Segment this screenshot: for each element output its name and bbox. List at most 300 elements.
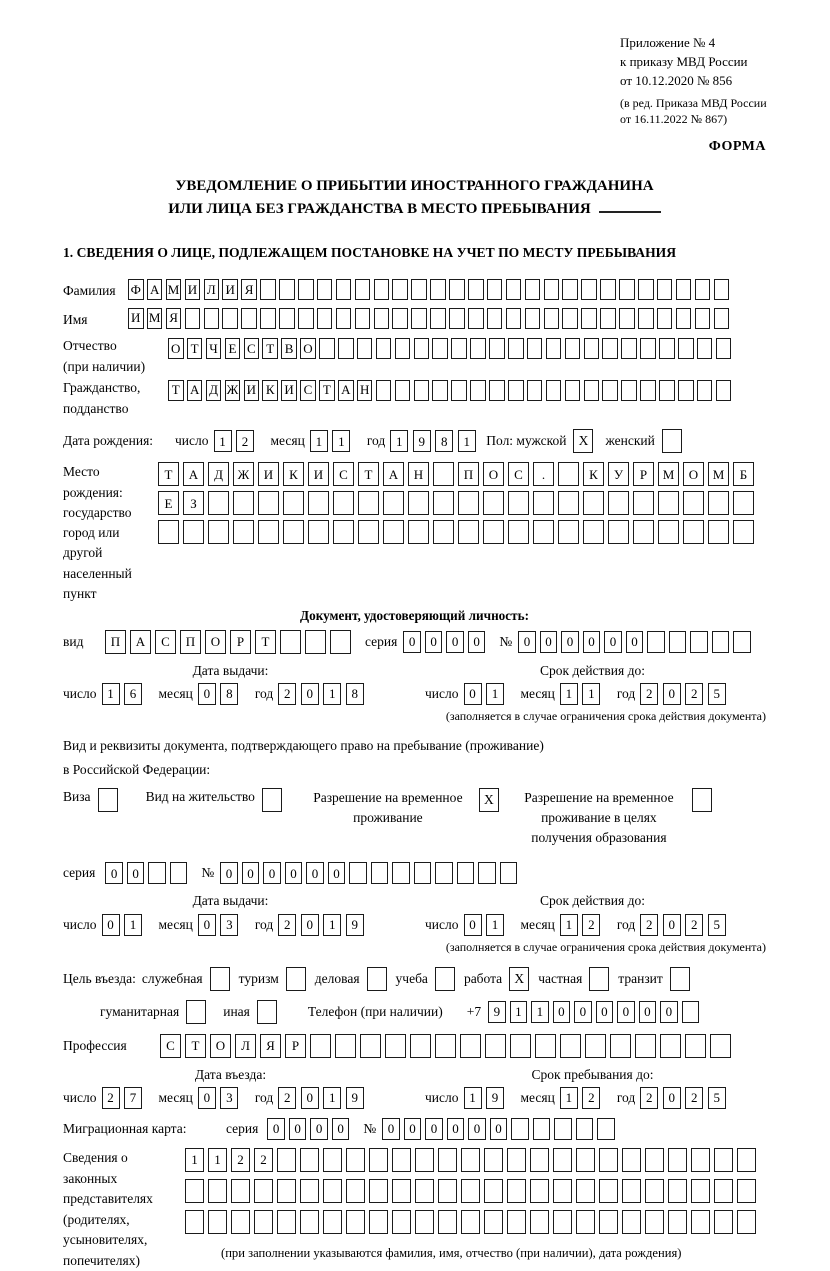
purpose-private-checkbox[interactable] [589, 967, 609, 991]
form-cell[interactable] [511, 1118, 529, 1140]
form-cell[interactable] [525, 308, 541, 329]
form-cell[interactable] [584, 338, 600, 359]
form-cell[interactable] [185, 1179, 204, 1203]
form-cell[interactable] [277, 1148, 296, 1172]
form-cell[interactable] [599, 1148, 618, 1172]
form-cell[interactable] [185, 1210, 204, 1234]
form-cell[interactable]: С [160, 1034, 181, 1058]
form-cell[interactable] [500, 862, 518, 884]
form-cell[interactable] [645, 1179, 664, 1203]
form-cell[interactable] [298, 279, 314, 300]
form-cell[interactable] [554, 1118, 572, 1140]
form-cell[interactable]: 9 [413, 430, 431, 452]
form-cell[interactable]: 0 [127, 862, 145, 884]
form-cell[interactable] [336, 308, 352, 329]
form-cell[interactable]: 1 [582, 683, 600, 705]
form-cell[interactable] [395, 338, 411, 359]
form-cell[interactable]: 7 [124, 1087, 142, 1109]
form-cell[interactable] [461, 1210, 480, 1234]
form-cell[interactable] [657, 279, 673, 300]
form-cell[interactable] [258, 520, 279, 544]
form-cell[interactable]: 0 [102, 914, 120, 936]
form-cell[interactable]: Л [204, 279, 220, 300]
purpose-humanitarian-checkbox[interactable] [186, 1000, 206, 1024]
form-cell[interactable] [308, 491, 329, 515]
form-cell[interactable]: 0 [328, 862, 346, 884]
form-cell[interactable] [300, 1148, 319, 1172]
form-cell[interactable] [433, 462, 454, 486]
form-cell[interactable]: И [185, 279, 201, 300]
form-cell[interactable] [478, 862, 496, 884]
form-cell[interactable] [414, 380, 430, 401]
form-cell[interactable] [602, 338, 618, 359]
form-cell[interactable]: 0 [540, 631, 558, 653]
form-cell[interactable] [553, 1179, 572, 1203]
form-cell[interactable]: Н [408, 462, 429, 486]
form-cell[interactable] [323, 1148, 342, 1172]
form-cell[interactable] [432, 380, 448, 401]
form-cell[interactable] [610, 1034, 631, 1058]
form-cell[interactable] [449, 308, 465, 329]
form-cell[interactable] [716, 380, 732, 401]
form-cell[interactable] [283, 520, 304, 544]
form-cell[interactable]: Е [225, 338, 241, 359]
form-cell[interactable]: 0 [464, 683, 482, 705]
form-cell[interactable] [544, 308, 560, 329]
form-cell[interactable] [148, 862, 166, 884]
form-cell[interactable] [310, 1034, 331, 1058]
form-cell[interactable] [333, 520, 354, 544]
form-cell[interactable] [546, 380, 562, 401]
form-cell[interactable] [668, 1210, 687, 1234]
form-cell[interactable]: М [708, 462, 729, 486]
form-cell[interactable]: И [281, 380, 297, 401]
form-cell[interactable] [279, 308, 295, 329]
form-cell[interactable] [553, 1210, 572, 1234]
form-cell[interactable] [408, 491, 429, 515]
form-cell[interactable] [530, 1148, 549, 1172]
form-cell[interactable] [645, 1148, 664, 1172]
form-cell[interactable] [317, 279, 333, 300]
form-cell[interactable] [470, 338, 486, 359]
form-cell[interactable] [608, 491, 629, 515]
form-cell[interactable] [376, 338, 392, 359]
form-cell[interactable] [576, 1118, 594, 1140]
form-cell[interactable]: 1 [390, 430, 408, 452]
form-cell[interactable] [691, 1148, 710, 1172]
form-cell[interactable]: И [244, 380, 260, 401]
form-cell[interactable] [349, 862, 367, 884]
purpose-business-checkbox[interactable] [367, 967, 387, 991]
form-cell[interactable] [527, 380, 543, 401]
form-cell[interactable] [558, 462, 579, 486]
form-cell[interactable]: 1 [208, 1148, 227, 1172]
form-cell[interactable] [233, 520, 254, 544]
form-cell[interactable] [565, 338, 581, 359]
form-cell[interactable] [357, 338, 373, 359]
form-cell[interactable] [374, 308, 390, 329]
form-cell[interactable]: А [187, 380, 203, 401]
form-cell[interactable] [430, 279, 446, 300]
form-cell[interactable] [683, 520, 704, 544]
form-cell[interactable] [415, 1148, 434, 1172]
form-cell[interactable] [241, 308, 257, 329]
form-cell[interactable]: 9 [346, 1087, 364, 1109]
form-cell[interactable] [415, 1179, 434, 1203]
form-cell[interactable] [676, 308, 692, 329]
form-cell[interactable]: К [262, 380, 278, 401]
form-cell[interactable]: 0 [105, 862, 123, 884]
form-cell[interactable] [415, 1210, 434, 1234]
form-cell[interactable]: А [147, 279, 163, 300]
form-cell[interactable] [527, 338, 543, 359]
form-cell[interactable] [346, 1179, 365, 1203]
form-cell[interactable]: А [183, 462, 204, 486]
form-cell[interactable] [208, 520, 229, 544]
form-cell[interactable]: 0 [198, 683, 216, 705]
form-cell[interactable] [533, 491, 554, 515]
sex-male-checkbox[interactable]: X [573, 429, 593, 453]
form-cell[interactable]: О [483, 462, 504, 486]
form-cell[interactable]: М [147, 308, 163, 329]
form-cell[interactable] [668, 1148, 687, 1172]
form-cell[interactable] [260, 279, 276, 300]
form-cell[interactable]: С [300, 380, 316, 401]
form-cell[interactable] [525, 279, 541, 300]
form-cell[interactable]: 1 [486, 683, 504, 705]
form-cell[interactable]: В [281, 338, 297, 359]
form-cell[interactable] [645, 1210, 664, 1234]
form-cell[interactable] [683, 491, 704, 515]
form-cell[interactable]: 2 [254, 1148, 273, 1172]
form-cell[interactable] [170, 862, 188, 884]
form-cell[interactable] [565, 380, 581, 401]
form-cell[interactable] [461, 1179, 480, 1203]
form-cell[interactable] [438, 1179, 457, 1203]
form-cell[interactable] [621, 380, 637, 401]
form-cell[interactable] [546, 338, 562, 359]
form-cell[interactable]: 0 [403, 631, 421, 653]
form-cell[interactable] [633, 491, 654, 515]
form-cell[interactable] [414, 862, 432, 884]
form-cell[interactable]: С [508, 462, 529, 486]
form-cell[interactable]: И [308, 462, 329, 486]
form-cell[interactable] [600, 279, 616, 300]
form-cell[interactable] [576, 1148, 595, 1172]
form-cell[interactable] [508, 380, 524, 401]
form-cell[interactable]: О [210, 1034, 231, 1058]
form-cell[interactable]: П [180, 630, 201, 654]
form-cell[interactable]: Я [241, 279, 257, 300]
sex-female-checkbox[interactable] [662, 429, 682, 453]
form-cell[interactable] [489, 338, 505, 359]
form-cell[interactable] [600, 308, 616, 329]
form-cell[interactable] [484, 1148, 503, 1172]
form-cell[interactable]: Ч [206, 338, 222, 359]
form-cell[interactable] [208, 1179, 227, 1203]
form-cell[interactable] [737, 1179, 756, 1203]
form-cell[interactable]: 0 [306, 862, 324, 884]
form-cell[interactable] [647, 631, 665, 653]
form-cell[interactable] [506, 279, 522, 300]
form-cell[interactable]: 0 [446, 631, 464, 653]
form-cell[interactable] [608, 520, 629, 544]
form-cell[interactable] [183, 520, 204, 544]
form-cell[interactable]: 0 [425, 1118, 443, 1140]
form-cell[interactable] [659, 380, 675, 401]
form-cell[interactable] [622, 1179, 641, 1203]
form-cell[interactable]: 2 [640, 1087, 658, 1109]
form-cell[interactable]: Т [319, 380, 335, 401]
form-cell[interactable]: О [683, 462, 704, 486]
form-cell[interactable] [468, 308, 484, 329]
form-cell[interactable] [638, 279, 654, 300]
purpose-work-checkbox[interactable]: X [509, 967, 529, 991]
form-cell[interactable]: М [166, 279, 182, 300]
form-cell[interactable] [358, 520, 379, 544]
form-cell[interactable]: 1 [560, 1087, 578, 1109]
form-cell[interactable] [544, 279, 560, 300]
form-cell[interactable] [458, 520, 479, 544]
form-cell[interactable] [685, 1034, 706, 1058]
form-cell[interactable]: С [244, 338, 260, 359]
form-cell[interactable] [733, 520, 754, 544]
form-cell[interactable]: Я [260, 1034, 281, 1058]
form-cell[interactable] [374, 279, 390, 300]
form-cell[interactable]: Я [166, 308, 182, 329]
form-cell[interactable]: 2 [231, 1148, 250, 1172]
form-cell[interactable] [635, 1034, 656, 1058]
form-cell[interactable] [658, 491, 679, 515]
form-cell[interactable] [507, 1148, 526, 1172]
purpose-study-checkbox[interactable] [435, 967, 455, 991]
form-cell[interactable] [508, 491, 529, 515]
form-cell[interactable]: 3 [220, 1087, 238, 1109]
form-cell[interactable] [283, 491, 304, 515]
form-cell[interactable] [585, 1034, 606, 1058]
form-cell[interactable] [457, 862, 475, 884]
form-cell[interactable]: 2 [640, 683, 658, 705]
form-cell[interactable] [691, 1210, 710, 1234]
form-cell[interactable] [485, 1034, 506, 1058]
form-cell[interactable] [622, 1210, 641, 1234]
form-cell[interactable]: 2 [582, 914, 600, 936]
form-cell[interactable] [319, 338, 335, 359]
form-cell[interactable] [260, 308, 276, 329]
form-cell[interactable]: 1 [124, 914, 142, 936]
form-cell[interactable]: 2 [236, 430, 254, 452]
form-cell[interactable]: Ж [233, 462, 254, 486]
form-cell[interactable] [597, 1118, 615, 1140]
form-cell[interactable] [430, 308, 446, 329]
form-cell[interactable]: 0 [617, 1001, 635, 1023]
form-cell[interactable]: 0 [490, 1118, 508, 1140]
form-cell[interactable]: 0 [382, 1118, 400, 1140]
form-cell[interactable]: Е [158, 491, 179, 515]
form-cell[interactable] [658, 520, 679, 544]
form-cell[interactable] [712, 631, 730, 653]
form-cell[interactable] [433, 520, 454, 544]
form-cell[interactable]: 0 [425, 631, 443, 653]
form-cell[interactable] [714, 1179, 733, 1203]
form-cell[interactable] [581, 279, 597, 300]
form-cell[interactable] [383, 491, 404, 515]
form-cell[interactable] [508, 520, 529, 544]
form-cell[interactable]: 0 [310, 1118, 328, 1140]
form-cell[interactable] [506, 308, 522, 329]
form-cell[interactable]: 2 [685, 914, 703, 936]
form-cell[interactable]: И [128, 308, 144, 329]
form-cell[interactable]: З [183, 491, 204, 515]
form-cell[interactable] [714, 1210, 733, 1234]
form-cell[interactable]: 8 [220, 683, 238, 705]
form-cell[interactable]: 0 [639, 1001, 657, 1023]
form-cell[interactable] [369, 1148, 388, 1172]
form-cell[interactable] [530, 1179, 549, 1203]
form-cell[interactable] [489, 380, 505, 401]
form-cell[interactable]: 0 [518, 631, 536, 653]
form-cell[interactable]: 1 [323, 914, 341, 936]
form-cell[interactable] [461, 1148, 480, 1172]
form-cell[interactable] [533, 1118, 551, 1140]
form-cell[interactable]: Т [262, 338, 278, 359]
form-cell[interactable]: 0 [404, 1118, 422, 1140]
form-cell[interactable] [669, 631, 687, 653]
form-cell[interactable] [346, 1210, 365, 1234]
form-cell[interactable] [533, 520, 554, 544]
form-cell[interactable]: М [658, 462, 679, 486]
form-cell[interactable]: 1 [458, 430, 476, 452]
form-cell[interactable] [323, 1210, 342, 1234]
form-cell[interactable]: 0 [285, 862, 303, 884]
form-cell[interactable] [411, 308, 427, 329]
form-cell[interactable] [583, 520, 604, 544]
form-cell[interactable] [333, 491, 354, 515]
form-cell[interactable] [678, 380, 694, 401]
form-cell[interactable] [298, 308, 314, 329]
form-cell[interactable] [737, 1210, 756, 1234]
form-cell[interactable]: 0 [660, 1001, 678, 1023]
form-cell[interactable]: 0 [301, 683, 319, 705]
form-cell[interactable] [714, 1148, 733, 1172]
form-cell[interactable]: 2 [640, 914, 658, 936]
form-cell[interactable] [660, 1034, 681, 1058]
form-cell[interactable]: Т [158, 462, 179, 486]
form-cell[interactable]: Д [208, 462, 229, 486]
form-cell[interactable]: 8 [435, 430, 453, 452]
form-cell[interactable] [714, 308, 730, 329]
form-cell[interactable] [258, 491, 279, 515]
form-cell[interactable] [277, 1179, 296, 1203]
form-cell[interactable] [690, 631, 708, 653]
form-cell[interactable]: 9 [486, 1087, 504, 1109]
form-cell[interactable] [507, 1210, 526, 1234]
form-cell[interactable]: Б [733, 462, 754, 486]
form-cell[interactable] [392, 1148, 411, 1172]
form-cell[interactable] [300, 1210, 319, 1234]
form-cell[interactable]: О [205, 630, 226, 654]
form-cell[interactable] [562, 279, 578, 300]
form-cell[interactable] [553, 1148, 572, 1172]
form-cell[interactable] [385, 1034, 406, 1058]
form-cell[interactable] [414, 338, 430, 359]
form-cell[interactable]: 0 [663, 1087, 681, 1109]
form-cell[interactable] [633, 520, 654, 544]
form-cell[interactable]: Л [235, 1034, 256, 1058]
form-cell[interactable]: 0 [468, 1118, 486, 1140]
form-cell[interactable]: 0 [220, 862, 238, 884]
form-cell[interactable] [435, 862, 453, 884]
form-cell[interactable] [695, 279, 711, 300]
form-cell[interactable] [300, 1179, 319, 1203]
form-cell[interactable]: Ф [128, 279, 144, 300]
form-cell[interactable]: 2 [685, 1087, 703, 1109]
form-cell[interactable] [392, 1179, 411, 1203]
form-cell[interactable] [449, 279, 465, 300]
form-cell[interactable] [376, 380, 392, 401]
form-cell[interactable]: Р [633, 462, 654, 486]
form-cell[interactable] [714, 279, 730, 300]
form-cell[interactable] [158, 520, 179, 544]
form-cell[interactable]: 1 [560, 683, 578, 705]
form-cell[interactable]: 0 [332, 1118, 350, 1140]
form-cell[interactable] [668, 1179, 687, 1203]
form-cell[interactable] [622, 1148, 641, 1172]
form-cell[interactable]: Т [168, 380, 184, 401]
form-cell[interactable] [369, 1179, 388, 1203]
form-cell[interactable]: 1 [560, 914, 578, 936]
form-cell[interactable]: 1 [310, 430, 328, 452]
form-cell[interactable]: 2 [582, 1087, 600, 1109]
form-cell[interactable]: Т [358, 462, 379, 486]
form-cell[interactable] [558, 520, 579, 544]
form-cell[interactable] [560, 1034, 581, 1058]
form-cell[interactable] [330, 630, 351, 654]
form-cell[interactable] [222, 308, 238, 329]
form-cell[interactable]: 1 [531, 1001, 549, 1023]
form-cell[interactable] [408, 520, 429, 544]
form-cell[interactable]: 0 [561, 631, 579, 653]
form-cell[interactable] [708, 491, 729, 515]
form-cell[interactable] [277, 1210, 296, 1234]
form-cell[interactable]: 1 [185, 1148, 204, 1172]
form-cell[interactable] [305, 630, 326, 654]
form-cell[interactable] [280, 630, 301, 654]
form-cell[interactable] [558, 491, 579, 515]
purpose-tourism-checkbox[interactable] [286, 967, 306, 991]
form-cell[interactable] [410, 1034, 431, 1058]
form-cell[interactable] [360, 1034, 381, 1058]
form-cell[interactable] [659, 338, 675, 359]
form-cell[interactable] [392, 279, 408, 300]
form-cell[interactable]: О [300, 338, 316, 359]
form-cell[interactable]: 1 [510, 1001, 528, 1023]
form-cell[interactable] [733, 491, 754, 515]
form-cell[interactable] [599, 1179, 618, 1203]
form-cell[interactable]: 2 [685, 683, 703, 705]
form-cell[interactable]: 1 [464, 1087, 482, 1109]
form-cell[interactable] [484, 1210, 503, 1234]
form-cell[interactable] [392, 862, 410, 884]
form-cell[interactable] [697, 338, 713, 359]
form-cell[interactable] [231, 1210, 250, 1234]
temp-residence-checkbox[interactable]: X [479, 788, 499, 812]
form-cell[interactable] [682, 1001, 700, 1023]
form-cell[interactable]: А [130, 630, 151, 654]
form-cell[interactable] [599, 1210, 618, 1234]
form-cell[interactable] [508, 338, 524, 359]
form-cell[interactable] [562, 308, 578, 329]
